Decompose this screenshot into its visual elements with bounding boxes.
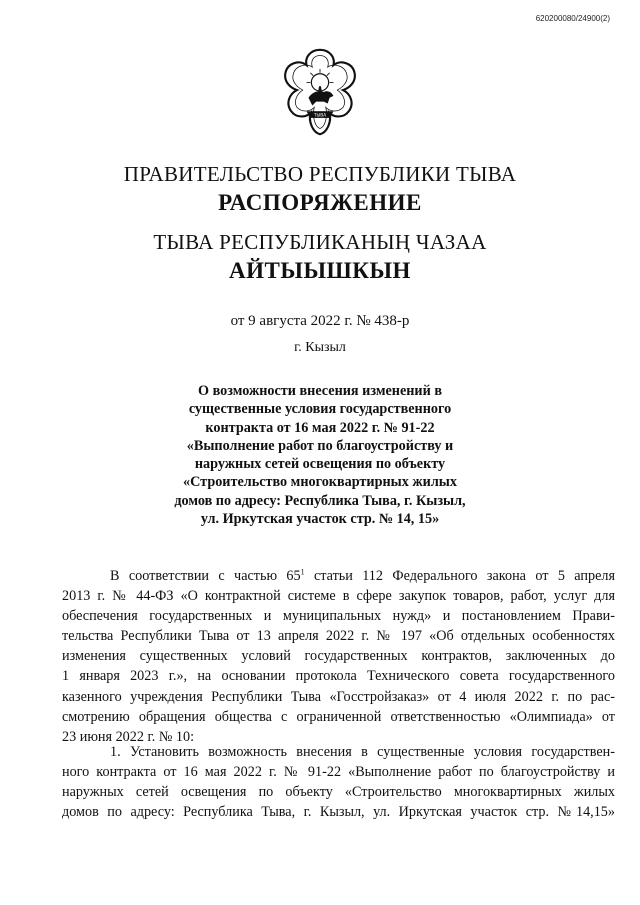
preamble-line: тельства Республики Тыва от 13 апреля 2022 г. № 197 «Об отдельных особенностях [62, 628, 615, 645]
preamble-paragraph [62, 566, 615, 747]
item-1-line: наружных сетей освещения по объекту «Строительство многоквартирных жилых [62, 784, 615, 801]
subject-line: контракта от 16 мая 2022 г. № 91-22 [205, 419, 435, 436]
preamble-line: обеспечения государственных и муниципальных нужд» и постановлением Прави- [62, 608, 615, 625]
order-date-number: от 9 августа 2022 г. № 438-р [230, 313, 410, 329]
subject-line: домов по адресу: Республика Тыва, г. Кызыл, [174, 492, 466, 509]
subject-line: «Выполнение работ по благоустройству и [186, 437, 454, 454]
document-code: 620200080/24900(2) [535, 14, 610, 23]
preamble-line: изменения существенных условий государственных контрактов, заключенных до [62, 648, 615, 665]
order-subject [150, 382, 490, 528]
preamble-line: 2013 г. № 44-ФЗ «О контрактной системе в сфере закупок товаров, работ, услуг для [62, 588, 615, 605]
subject-line: существенные условия государственного [188, 401, 452, 418]
preamble-first-end: статьи 112 Федерального закона от 5 апреля [304, 568, 615, 584]
subject-line: ул. Иркутская участок стр. № 14, 15» [200, 511, 440, 528]
preamble-first-start: В соответствии с частью 65 [110, 568, 301, 584]
svg-text:ТЫВА: ТЫВА [313, 113, 327, 119]
footnote-superscript: 1 [300, 567, 305, 577]
subject-line: наружных сетей освещения по объекту [194, 456, 446, 473]
preamble-first-line [62, 566, 615, 586]
item-1-line: домов по адресу: Республика Тыва, г. Кызыл, ул. Иркутская участок стр. №14,15» [62, 804, 615, 821]
item-1-paragraph [62, 742, 615, 822]
government-title-ru: ПРАВИТЕЛЬСТВО РЕСПУБЛИКИ ТЫВА [123, 162, 517, 186]
preamble-line: смотрению обращения общества с ограниченной ответственностью «Олимпиада» от [62, 708, 615, 725]
item-1-line: ного контракта от 16 мая 2022 г. № 91-22 «Выполнение работ по благоустройству и [62, 764, 615, 781]
subject-line: «Строительство многоквартирных жилых [183, 474, 457, 491]
coat-of-arms-icon [272, 44, 368, 140]
preamble-line: 23 июня 2022 г. № 10: [62, 728, 195, 745]
order-title-ru: РАСПОРЯЖЕНИЕ [218, 190, 422, 215]
preamble-line: 1 января 2023 г.», на основании протокола Технического совета государственного [62, 668, 615, 685]
government-title-tyva: ТЫВА РЕСПУБЛИКАНЫҢ ЧАЗАА [153, 230, 487, 254]
preamble-line: казенного учреждения Республики Тыва «Госстройзаказ» от 4 июля 2022 г. по рас- [62, 688, 615, 705]
subject-line: О возможности внесения изменений в [198, 383, 442, 399]
order-title-tyva: АЙТЫЫШКЫН [229, 258, 411, 283]
order-city: г. Кызыл [294, 340, 346, 355]
item-1-line: 1. Установить возможность внесения в существенные условия государствен- [110, 744, 615, 760]
